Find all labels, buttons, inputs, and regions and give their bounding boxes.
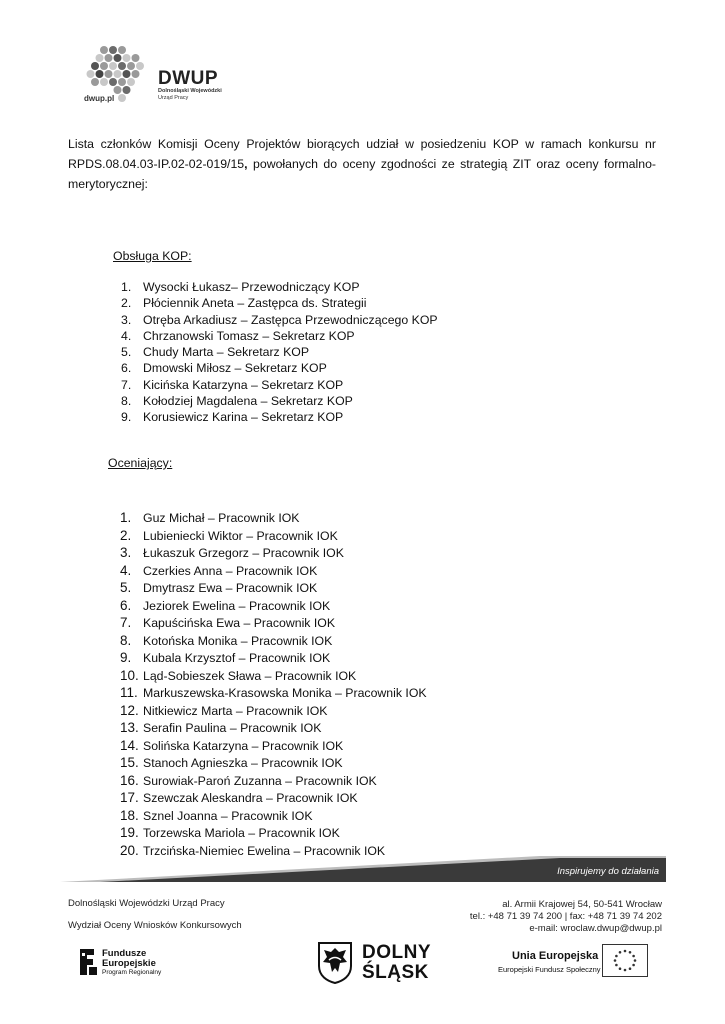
list-item <box>120 544 427 562</box>
list-item-number: 6. <box>121 361 132 376</box>
list-item-text: Kubala Krzysztof – Pracownik IOK <box>143 651 331 665</box>
list-item <box>120 614 427 632</box>
list-item-number: 13. <box>120 720 139 735</box>
list-item <box>121 295 438 311</box>
list-item-text: Wysocki Łukasz– Przewodniczący KOP <box>143 280 360 294</box>
list-item-text: Kicińska Katarzyna – Sekretarz KOP <box>143 377 344 392</box>
list-item <box>120 649 427 667</box>
unia-europejska-logo <box>495 944 649 984</box>
dwup-logo <box>80 44 240 108</box>
footer-phone: tel.: +48 71 39 74 200 | fax: +48 71 39 74 202 <box>469 911 662 922</box>
fe-line-1: Fundusze <box>102 948 147 959</box>
list-item <box>121 360 438 376</box>
list-item-number: 9. <box>121 410 132 425</box>
intro-text-bold: , <box>244 157 248 171</box>
list-item <box>120 684 427 702</box>
list-item <box>120 562 427 580</box>
list-item-text: Kołodziej Magdalena – Sekretarz KOP <box>143 394 353 409</box>
ds-line-2: ŚLĄSK <box>362 962 429 983</box>
list-item-text: Stanoch Agnieszka – Pracownik IOK <box>143 756 343 770</box>
list-item-number: 1. <box>121 280 132 294</box>
list-item-number: 5. <box>121 345 132 360</box>
list-item-number: 6. <box>120 597 132 613</box>
list-item-number: 5. <box>120 580 132 595</box>
list-item-number: 7. <box>121 377 132 392</box>
list-item-text: Solińska Katarzyna – Pracownik IOK <box>143 738 344 753</box>
list-item-text: Chrzanowski Tomasz – Sekretarz KOP <box>143 328 355 343</box>
list-item-number: 17. <box>120 790 139 805</box>
list-item-text: Chudy Marta – Sekretarz KOP <box>143 345 310 360</box>
list-item-text: Szewczak Aleskandra – Pracownik IOK <box>143 791 358 805</box>
logo-wordmark: DWUP <box>158 68 219 89</box>
list-item <box>120 702 427 720</box>
list-item-number: 16. <box>120 772 139 788</box>
list-item-number: 12. <box>120 702 139 718</box>
intro-text-before: Lista członków Komisji Oceny Projektów biorących udział w posiedzeniu KOP w ramach konkursu nr RPDS.08.04.03-IP.02-02-019/15 <box>68 137 656 171</box>
list-item-number: 18. <box>120 807 139 823</box>
fe-line-2: Europejskie <box>102 958 156 969</box>
logo-url: dwup.pl <box>84 94 115 103</box>
intro-paragraph <box>68 134 656 194</box>
fe-line-3: Program Regionalny <box>102 969 162 976</box>
list-item <box>121 344 438 360</box>
list-item-number: 19. <box>120 825 139 840</box>
list-item-number: 10. <box>120 667 139 683</box>
list-item <box>120 737 427 755</box>
list-item <box>120 807 427 825</box>
list-item-text: Serafin Paulina – Pracownik IOK <box>143 721 322 735</box>
list-item-number: 14. <box>120 737 139 753</box>
footer-address: al. Armii Krajowej 54, 50-541 Wrocław <box>502 899 662 910</box>
list-item-number: 2. <box>121 296 132 311</box>
list-item-number: 9. <box>120 650 132 665</box>
list-item-text: Ląd-Sobieszek Sława – Pracownik IOK <box>143 668 357 683</box>
list-item-text: Surowiak-Paroń Zuzanna – Pracownik IOK <box>143 773 377 788</box>
intro-text-after: powołanych do oceny zgodności ze strategią ZIT oraz oceny formalno-merytorycznej: <box>68 157 656 191</box>
list-item-number: 4. <box>120 562 132 578</box>
list-item-text: Otręba Arkadiusz – Zastępca Przewodniczącego KOP <box>143 312 438 327</box>
list-item-text: Dmytrasz Ewa – Pracownik IOK <box>143 581 318 595</box>
list-item-text: Trzcińska-Niemiec Ewelina – Pracownik IOK <box>143 843 386 858</box>
list-item-text: Torzewska Mariola – Pracownik IOK <box>143 826 340 840</box>
list-item <box>120 824 427 842</box>
list-item-number: 11. <box>120 685 138 700</box>
list-item-number: 1. <box>120 510 132 525</box>
oceniajacy-section-title: Oceniający: <box>108 456 173 470</box>
list-item-text: Lubieniecki Wiktor – Pracownik IOK <box>143 528 338 543</box>
footer-email: e-mail: wroclaw.dwup@dwup.pl <box>529 923 662 934</box>
list-item-text: Dmowski Miłosz – Sekretarz KOP <box>143 361 327 376</box>
list-item <box>120 527 427 545</box>
list-item <box>120 632 427 650</box>
list-item-number: 20. <box>120 842 139 858</box>
list-item <box>120 509 427 527</box>
list-item <box>120 597 427 615</box>
footer-department: Wydział Oceny Wniosków Konkursowych <box>68 920 242 931</box>
list-item-text: Nitkiewicz Marta – Pracownik IOK <box>143 703 328 718</box>
obsluga-section-title: Obsługa KOP: <box>113 249 192 263</box>
list-item-number: 3. <box>120 545 132 560</box>
ue-line-2: Europejski Fundusz Społeczny <box>498 965 601 974</box>
list-item-text: Markuszewska-Krasowska Monika – Pracownik IOK <box>143 686 427 700</box>
list-item-text: Jeziorek Ewelina – Pracownik IOK <box>143 598 331 613</box>
list-item-text: Sznel Joanna – Pracownik IOK <box>143 808 313 823</box>
dolny-slask-logo <box>316 940 446 986</box>
list-item-text: Płóciennik Aneta – Zastępca ds. Strategii <box>143 296 367 311</box>
list-item-number: 2. <box>120 527 132 543</box>
list-item-number: 7. <box>120 615 132 630</box>
list-item <box>120 754 427 772</box>
footer-org-name: Dolnośląski Wojewódzki Urząd Pracy <box>68 898 225 909</box>
list-item-number: 3. <box>121 312 132 327</box>
ds-line-1: DOLNY <box>362 942 431 963</box>
obsluga-list <box>121 279 438 426</box>
list-item-text: Łukaszuk Grzegorz – Pracownik IOK <box>143 546 344 560</box>
list-item-text: Kotońska Monika – Pracownik IOK <box>143 633 333 648</box>
list-item <box>121 279 438 295</box>
oceniajacy-list <box>120 509 427 859</box>
list-item <box>121 377 438 393</box>
list-item <box>120 719 427 737</box>
list-item <box>120 579 427 597</box>
list-item-number: 15. <box>120 755 139 770</box>
list-item <box>121 312 438 328</box>
eu-flag-icon <box>602 944 648 977</box>
list-item <box>121 328 438 344</box>
footer-tagline: Inspirujemy do działania <box>557 866 659 877</box>
list-item-text: Guz Michał – Pracownik IOK <box>143 511 300 525</box>
list-item <box>120 667 427 685</box>
eagle-crest-icon <box>316 940 354 984</box>
list-item-text: Czerkies Anna – Pracownik IOK <box>143 563 318 578</box>
list-item <box>121 393 438 409</box>
list-item-number: 8. <box>121 394 132 409</box>
list-item-number: 8. <box>120 632 132 648</box>
fundusze-europejskie-logo <box>78 945 178 985</box>
list-item <box>121 409 438 425</box>
list-item-number: 4. <box>121 328 132 343</box>
list-item-text: Korusiewicz Karina – Sekretarz KOP <box>143 410 344 425</box>
list-item <box>120 772 427 790</box>
logo-subtitle-2: Urząd Pracy <box>158 95 189 101</box>
ue-line-1: Unia Europejska <box>512 950 599 962</box>
logo-subtitle-1: Dolnośląski Wojewódzki <box>158 88 222 94</box>
list-item-text: Kapuścińska Ewa – Pracownik IOK <box>143 616 336 630</box>
list-item <box>120 789 427 807</box>
fundusze-europejskie-icon <box>78 945 98 979</box>
